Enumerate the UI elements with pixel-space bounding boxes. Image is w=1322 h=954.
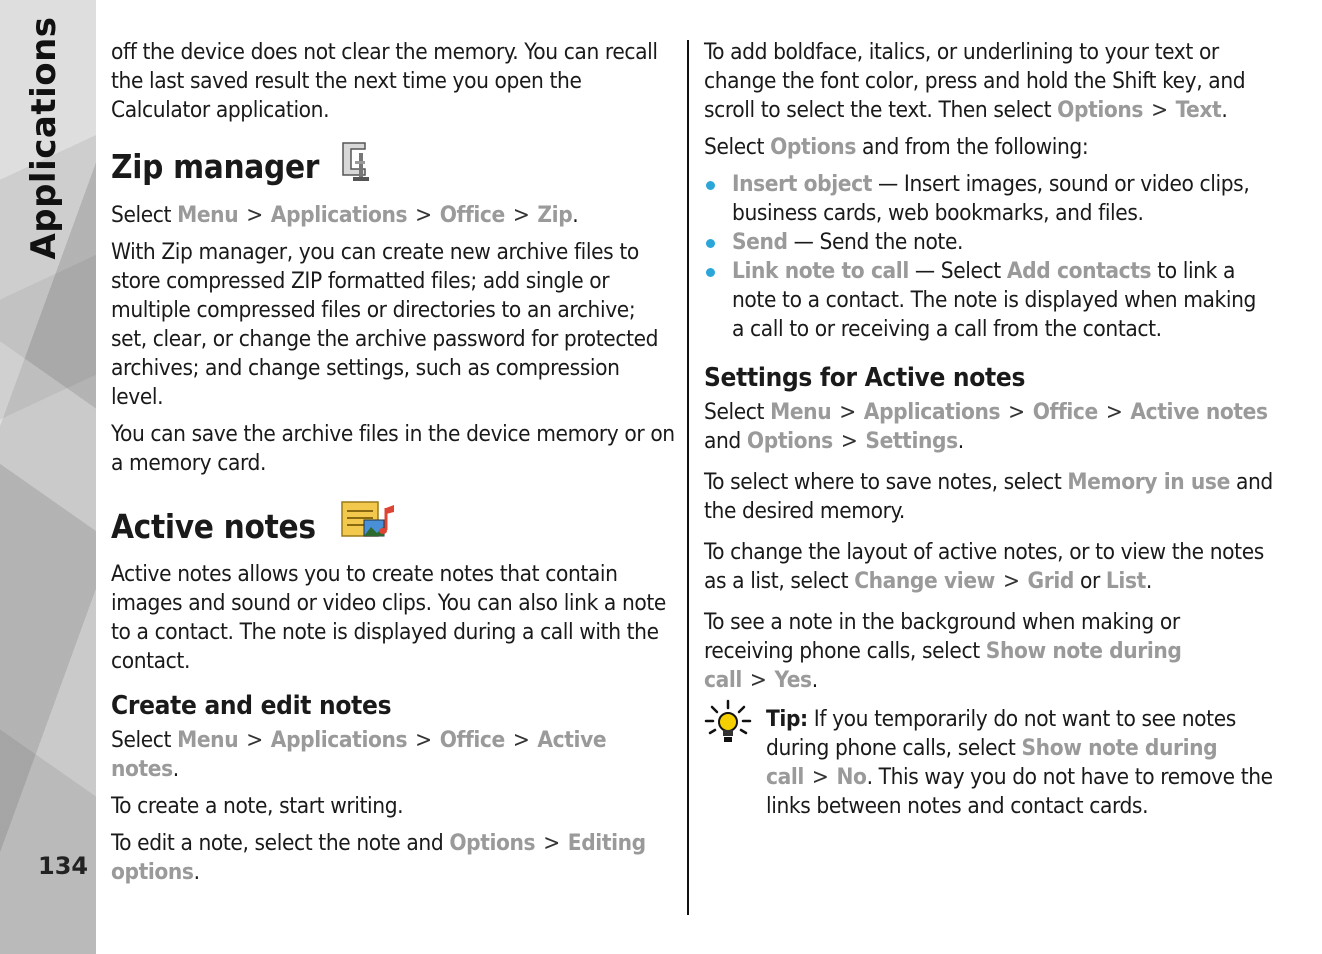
send-option[interactable]: Send: [732, 229, 788, 255]
office-link[interactable]: Office: [439, 727, 505, 753]
list-item: Link note to call — Select Add contacts to link a note to a contact. The note is displayed when making a call to or receiving a call from the contact.: [704, 257, 1274, 344]
create-nav-path: Select Menu > Applications > Office > Active notes.: [111, 727, 607, 782]
applications-link[interactable]: Applications: [270, 727, 408, 753]
text-link[interactable]: Text: [1175, 97, 1222, 123]
active-notes-icon: [340, 500, 396, 554]
background-note-instruction: To see a note in the background when making or receiving phone calls, select Show note during call > Yes.: [704, 609, 1182, 693]
applications-link[interactable]: Applications: [270, 202, 408, 228]
options-intro: Select Options and from the following:: [704, 134, 1089, 160]
options-link[interactable]: Options: [746, 428, 833, 454]
active-notes-link[interactable]: Active notes: [1130, 399, 1268, 425]
no-link[interactable]: No: [836, 764, 867, 790]
edit-note-instruction: To edit a note, select the note and Options > Editing options.: [111, 830, 646, 885]
section-sidebar: [0, 0, 96, 954]
active-notes-heading: Active notes: [111, 500, 677, 554]
settings-heading: Settings for Active notes: [704, 363, 1026, 393]
memory-instruction: To select where to save notes, select Memory in use and the desired memory.: [704, 469, 1273, 524]
zip-description: With Zip manager, you can create new archive files to store compressed ZIP formatted files; add single or multiple compressed files or directories to an archive; set, clear, or change the archive password for protected archives; and change settings, such as compression level.: [111, 239, 659, 410]
lightbulb-tip-icon: [704, 699, 752, 755]
office-link[interactable]: Office: [1032, 399, 1098, 425]
link-note-to-call-option[interactable]: Link note to call: [732, 258, 909, 284]
zip-manager-heading: Zip manager: [111, 139, 677, 195]
settings-link[interactable]: Settings: [865, 428, 958, 454]
list-item: Insert object — Insert images, sound or video clips, business cards, web bookmarks, and files.: [704, 170, 1274, 228]
list-link[interactable]: List: [1105, 568, 1146, 594]
list-item: Send — Send the note.: [704, 228, 1274, 257]
memory-in-use-link[interactable]: Memory in use: [1067, 469, 1230, 495]
create-note-instruction: To create a note, start writing.: [111, 793, 404, 819]
right-column: [704, 38, 1274, 821]
create-edit-heading: Create and edit notes: [111, 691, 392, 721]
zip-link[interactable]: Zip: [537, 202, 573, 228]
intro-paragraph: off the device does not clear the memory. You can recall the last saved result the next time you open the Calculator application.: [111, 39, 658, 123]
menu-link[interactable]: Menu: [177, 727, 239, 753]
active-notes-description: Active notes allows you to create notes that contain images and sound or video clips. You can also link a note to a contact. The note is displayed during a call with the contact.: [111, 561, 666, 674]
change-view-link[interactable]: Change view: [854, 568, 995, 594]
show-note-during-call-link[interactable]: Show note during call: [766, 735, 1218, 790]
grid-link[interactable]: Grid: [1027, 568, 1074, 594]
page-number: 134: [38, 852, 89, 880]
show-note-during-call-link[interactable]: Show note during call: [704, 638, 1182, 693]
settings-nav-path: Select Menu > Applications > Office > Active notes and Options > Settings.: [704, 399, 1268, 454]
yes-link[interactable]: Yes: [774, 667, 812, 693]
editing-options-link[interactable]: Editing options: [111, 830, 646, 885]
zip-storage-note: You can save the archive files in the device memory or on a memory card.: [111, 421, 675, 476]
options-list: [704, 170, 1274, 344]
menu-link[interactable]: Menu: [177, 202, 239, 228]
active-notes-link[interactable]: Active notes: [111, 727, 607, 782]
section-title: Applications: [24, 16, 64, 260]
options-link[interactable]: Options: [449, 830, 536, 856]
add-contacts-link[interactable]: Add contacts: [1006, 258, 1152, 284]
column-divider: [687, 40, 689, 915]
zip-clamp-icon: [337, 139, 373, 195]
layout-instruction: To change the layout of active notes, or to view the notes as a list, select Change view > Grid or List.: [704, 539, 1264, 594]
tip-box: Tip: If you temporarily do not want to see notes during phone calls, select Show note during call > No. This way you do not have to remove the links between notes and contact cards.: [704, 705, 1274, 821]
office-link[interactable]: Office: [439, 202, 505, 228]
menu-link[interactable]: Menu: [770, 399, 832, 425]
left-column: [111, 38, 677, 895]
zip-nav-path: Select Menu > Applications > Office > Zip.: [111, 202, 579, 228]
options-link[interactable]: Options: [1057, 97, 1144, 123]
options-link[interactable]: Options: [770, 134, 856, 160]
formatting-instruction: To add boldface, italics, or underlining to your text or change the font color, press and hold the Shift key, and scroll to select the text. Then select Options > Text.: [704, 39, 1246, 123]
tip-label: Tip:: [766, 706, 808, 732]
insert-object-option[interactable]: Insert object: [732, 171, 872, 197]
applications-link[interactable]: Applications: [863, 399, 1001, 425]
